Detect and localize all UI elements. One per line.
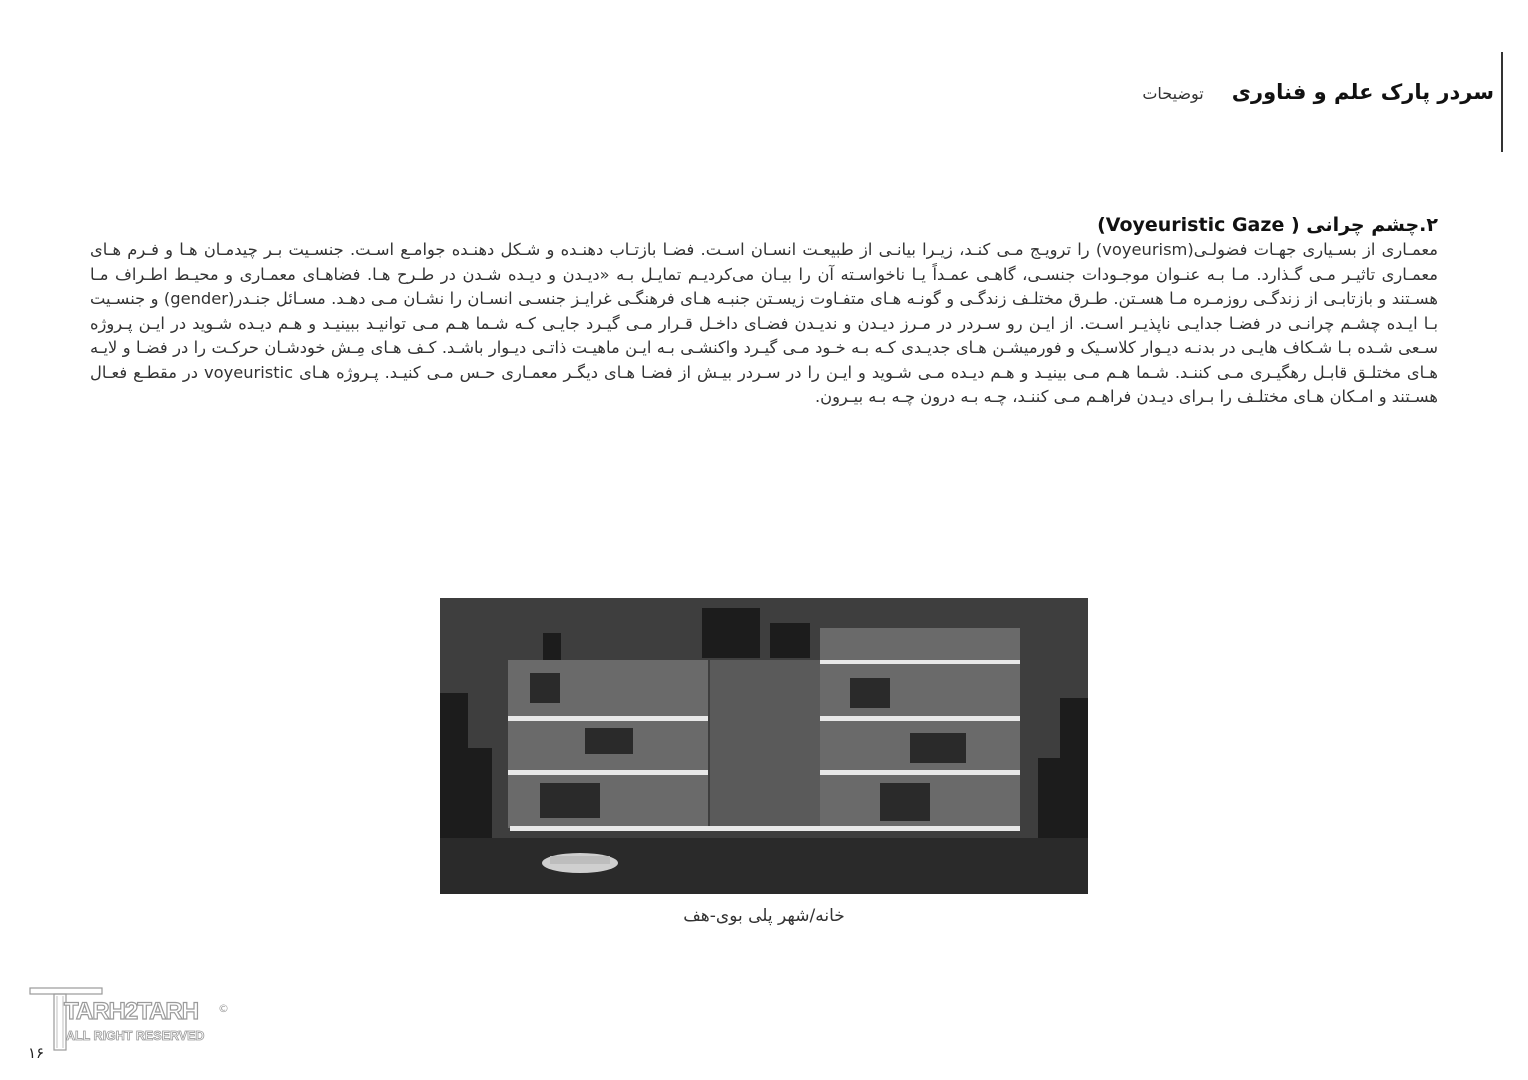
page-header — [1142, 80, 1494, 104]
footer-logo — [26, 984, 236, 1054]
logo-subtext: ALL RIGHT RESERVED — [66, 1029, 205, 1043]
building-section-drawing — [440, 598, 1088, 894]
header-rule — [1501, 52, 1503, 152]
section-heading: ۲.چشم چرانی ( Voyeuristic Gaze) — [1097, 214, 1438, 236]
header-subtitle: توضیحات — [1142, 84, 1204, 103]
figure-caption: خانه/شهر پلی بوی-هف — [683, 906, 845, 926]
page-number: ۱۶ — [28, 1044, 45, 1062]
text-section — [90, 214, 1438, 410]
section-illustration — [440, 598, 1088, 894]
logo-copyright: © — [218, 1002, 229, 1015]
section-body: معمـاری از بسـیاری جهـات فضولـی(voyeurism) را ترویـج مـی کنـد، زیـرا بیانـی از طبیعـت انسـان اسـت. فضـا بازتـاب دهنـده و شـکل دهنـده جوامـع اسـت. جنسـیت بـر چیدمـان هـا و فـرم هـای معمـاری تاثیـر مـی گـذارد. مـا بـه عنـوان موجـودات جنسـی، گاهـی عمـداً یـا ناخواسـته آن را بیـان می‌کردیـم تمایـل بـه «دیـدن و دیـده شـدن در طـرح هـا. فضاهـای معمـاری و محیـط اطـراف مـا هسـتند و بازتابـی از زندگـی روزمـره مـا هسـتن. طـرق مختلـف زندگـی و گونـه هـای متفـاوت زیسـتن جنبـه هـای فرهنگـی غرایـز جنسـی انسـان را نشـان مـی دهـد. مسـائل جنـدر(gender) و جنسـیت بـا ایـده چشـم چرانـی در فضـا جدایـی ناپذیـر اسـت. از ایـن رو سـردر در مـرز دیـدن و ندیـدن فضـای داخـل قـرار مـی گیـرد جایـی کـه شـما هـم مـی توانیـد ببینیـد و هـم دیـده شـوید در ایـن پـروژه سـعی شـده بـا شـکاف هایـی در بدنـه دیـوار کلاسـیک و فورمیشـن هـای جدیـدی کـه بـه خـود مـی گیـرد واکنشـی بـه ایـن ماهیـت ذاتـی دیـوار باشـد. کـف هـای مِـش خودشـان حرکـت را در فضـا و لایـه هـای مختلـق قابـل رهگیـری مـی کننـد. شـما هـم مـی بینیـد و هـم دیـده مـی شـوید و ایـن را در سـردر بیـش از فضـا هـای دیگـر معمـاری حـس مـی کنیـد. پـروژه هـای voyeuristic در مقطـع فعـال هسـتند و امـکان هـای مختلـف را بـرای دیـدن فراهـم مـی کننـد، چـه بـه درون چـه بـه بیـرون. — [90, 240, 1439, 406]
logo-text: TARH2TARH — [64, 998, 199, 1025]
header-title: سردر پارک علم و فناوری — [1231, 80, 1494, 104]
